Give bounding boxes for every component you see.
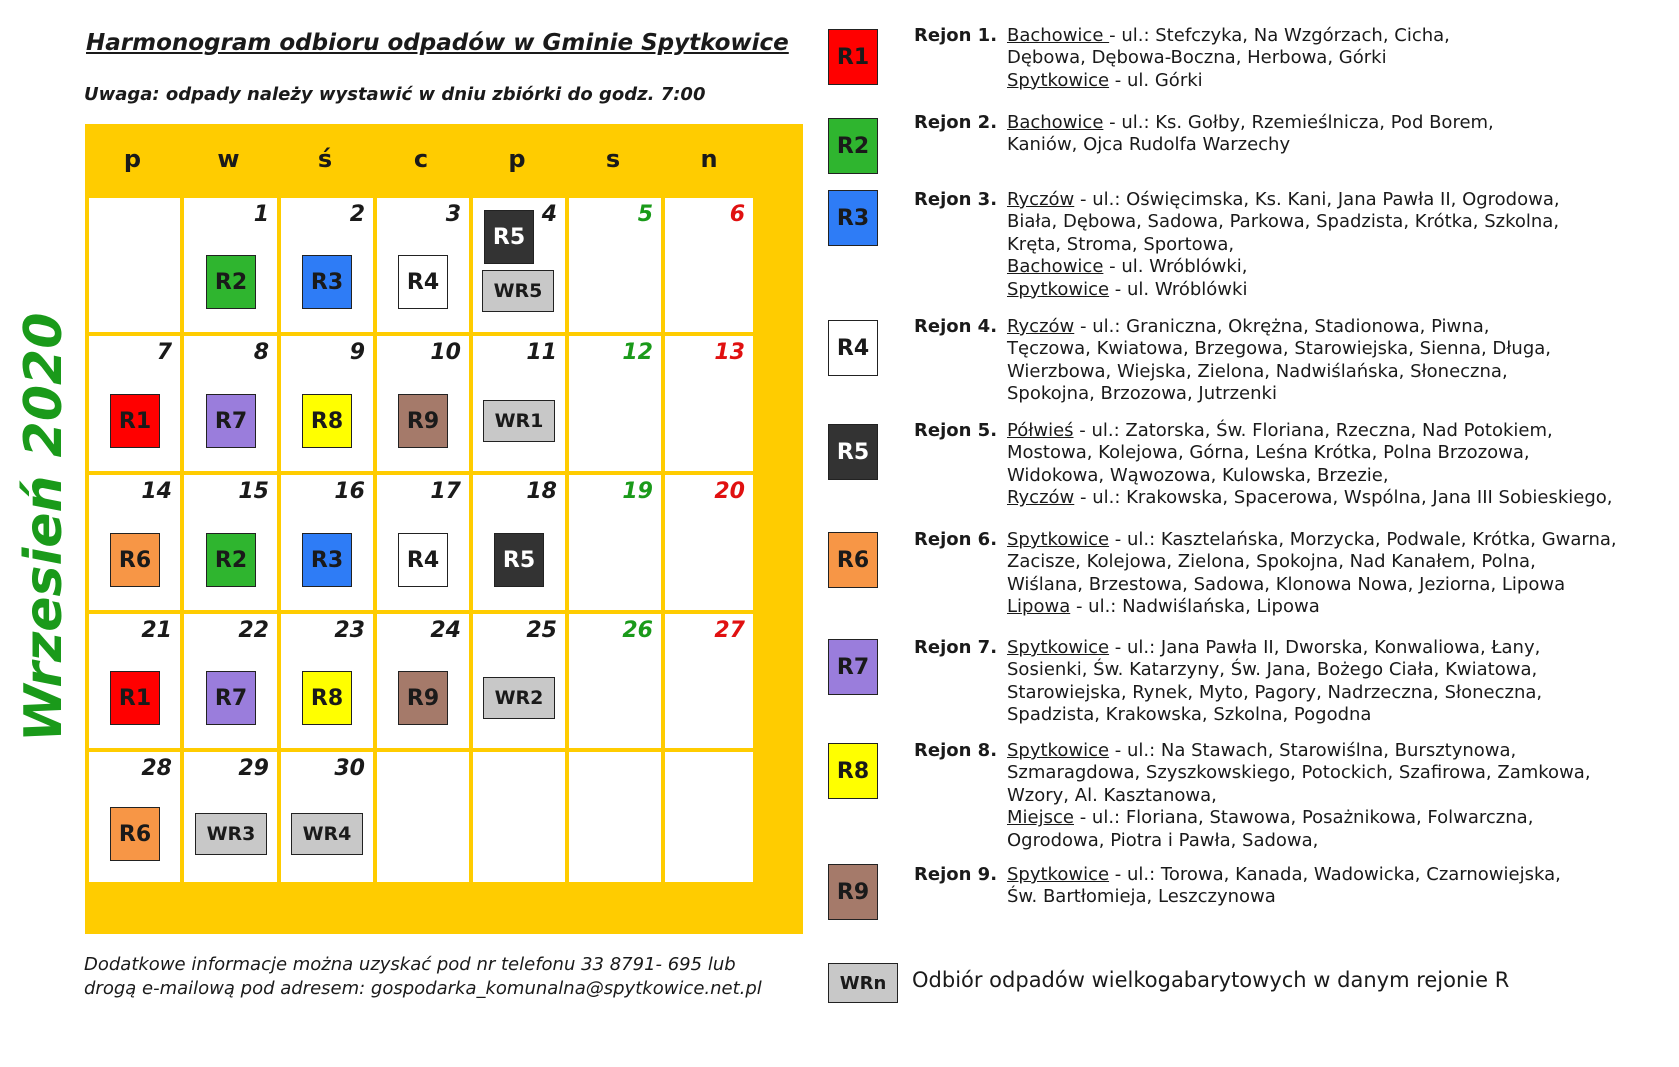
legend-locality: Półwieś [1007, 420, 1074, 441]
day-number: 20 [714, 479, 745, 504]
legend-line [914, 383, 1551, 405]
collection-badge-r7: R7 [206, 394, 256, 448]
legend-line [914, 704, 1542, 726]
legend-streets: - ul.: Floriana, Stawowa, Posażnikowa, Folwarczna, [1073, 807, 1534, 829]
legend-locality: Spytkowice [1007, 69, 1110, 91]
weekday-header: p [508, 145, 526, 173]
calendar-day-cell [569, 336, 661, 471]
legend-streets: Szmaragdowa, Szyszkowskiego, Potockich, Szafirowa, Zamkowa, [1007, 762, 1591, 784]
legend-region-label: Rejon 6. [914, 529, 998, 550]
day-number: 3 [445, 202, 461, 227]
legend-entry [914, 637, 1542, 727]
legend-entry [914, 112, 1494, 157]
legend-locality: Bachowice [1007, 25, 1110, 46]
legend-locality: Spytkowice [1007, 740, 1110, 761]
legend-streets: Wiślana, Brzestowa, Sadowa, Klonowa Nowa, Jeziorna, Lipowa [1007, 573, 1566, 595]
legend-line [914, 316, 1551, 338]
legend-line [914, 465, 1613, 487]
calendar-day-cell [665, 198, 753, 332]
legend-line [914, 596, 1617, 618]
legend-locality: Ryczów [1007, 487, 1075, 509]
day-number: 18 [526, 479, 557, 504]
day-number: 19 [622, 479, 653, 504]
legend-line [914, 361, 1551, 383]
day-number: 16 [334, 479, 365, 504]
day-number: 26 [622, 618, 653, 643]
weekday-header: p [123, 145, 142, 173]
day-number: 22 [238, 618, 269, 643]
collection-badge-wr1: WR1 [483, 400, 555, 442]
legend-streets: Tęczowa, Kwiatowa, Brzegowa, Starowiejska, Sienna, Długa, [1007, 338, 1551, 360]
legend-line [914, 70, 1450, 92]
calendar-day-cell [281, 614, 373, 748]
legend-region-label: Rejon 1. [914, 25, 998, 46]
legend-streets: - ul.: Torowa, Kanada, Wadowicka, Czarnowiejska, [1109, 864, 1561, 885]
legend-streets: - ul.: Oświęcimska, Ks. Kani, Jana Pawła II, Ogrodowa, [1074, 189, 1560, 210]
legend-region-label: Rejon 9. [914, 864, 998, 885]
legend-region-label: Rejon 5. [914, 420, 998, 441]
calendar-day-cell [569, 475, 661, 610]
calendar-day-cell [377, 475, 469, 610]
collection-badge-r5: R5 [484, 210, 534, 264]
calendar-day-cell [281, 198, 373, 332]
calendar-day-cell [473, 336, 565, 471]
collection-badge-wr4: WR4 [291, 813, 363, 855]
legend-streets: - ul.: Na Stawach, Starowiślna, Bursztynowa, [1109, 740, 1517, 761]
day-number: 29 [238, 756, 269, 781]
legend-line [914, 807, 1591, 829]
calendar-day-cell [569, 752, 661, 882]
legend-badge-r8: R8 [828, 743, 878, 799]
legend-line [914, 234, 1560, 256]
legend-entry [914, 25, 1450, 92]
legend-line [914, 256, 1560, 278]
legend-badge-r3: R3 [828, 190, 878, 246]
legend-badge-r2: R2 [828, 118, 878, 174]
day-number: 14 [141, 479, 172, 504]
legend-streets: Biała, Dębowa, Sadowa, Parkowa, Spadzista, Krótka, Szkolna, [1007, 211, 1560, 233]
calendar-day-cell [89, 198, 180, 332]
legend-locality: Spytkowice [1007, 864, 1110, 885]
footer-line-2: drogą e-mailową pod adresem: gospodarka_komunalna@spytkowice.net.pl [84, 978, 762, 999]
calendar-day-cell [184, 198, 277, 332]
calendar-day-cell [473, 198, 565, 332]
calendar-day-cell [281, 475, 373, 610]
calendar-day-cell [184, 614, 277, 748]
collection-badge-r8: R8 [302, 394, 352, 448]
collection-badge-r1: R1 [110, 671, 160, 725]
legend-streets: - ul.: Graniczna, Okrężna, Stadionowa, Piwna, [1074, 316, 1490, 337]
legend-streets: Sosienki, Św. Katarzyny, Św. Jana, Bożego Ciała, Kwiatowa, [1007, 659, 1538, 681]
legend-region-label: Rejon 8. [914, 740, 998, 761]
calendar-day-cell [281, 752, 373, 882]
weekday-header: ś [317, 145, 333, 173]
footer-line-1: Dodatkowe informacje można uzyskać pod nr telefonu 33 8791- 695 lub [84, 954, 736, 975]
legend-streets: - ul.: Jana Pawła II, Dworska, Konwaliowa, Łany, [1109, 637, 1541, 658]
legend-line [914, 864, 1561, 886]
legend-streets: - ul.: Ks. Gołby, Rzemieślnicza, Pod Borem, [1103, 112, 1494, 133]
day-number: 4 [541, 202, 557, 227]
calendar-day-cell [89, 614, 180, 748]
day-number: 24 [430, 618, 461, 643]
collection-badge-r1: R1 [110, 394, 160, 448]
day-number: 28 [141, 756, 172, 781]
legend-line [914, 338, 1551, 360]
legend-streets: - ul.: Kasztelańska, Morzycka, Podwale, Krótka, Gwarna, [1109, 529, 1617, 550]
legend-region-label: Rejon 4. [914, 316, 998, 337]
legend-streets: Ogrodowa, Piotra i Pawła, Sadowa, [1007, 829, 1319, 851]
collection-badge-r2: R2 [206, 533, 256, 587]
day-number: 21 [141, 618, 172, 643]
calendar-day-cell [569, 614, 661, 748]
legend-entry [914, 316, 1551, 406]
legend-line [914, 762, 1591, 784]
legend-streets: - ul.: Zatorska, Św. Floriana, Rzeczna, Nad Potokiem, [1073, 420, 1553, 441]
page-title: Harmonogram odbioru odpadów w Gminie Spytkowice [86, 30, 789, 56]
legend-line [914, 25, 1450, 47]
weekday-header: n [700, 145, 718, 173]
legend-entry [914, 420, 1613, 510]
legend-streets: Widokowa, Wąwozowa, Kulowska, Brzezie, [1007, 464, 1389, 486]
calendar-day-cell [184, 475, 277, 610]
collection-badge-r4: R4 [398, 533, 448, 587]
legend-line [914, 830, 1591, 852]
legend-locality: Ryczów [1007, 189, 1075, 210]
legend-badge-r5: R5 [828, 424, 878, 480]
calendar-day-cell [184, 336, 277, 471]
collection-badge-wr2: WR2 [483, 677, 555, 719]
collection-note: Uwaga: odpady należy wystawić w dniu zbiórki do godz. 7:00 [84, 84, 706, 105]
legend-streets: - ul. Wróblówki [1109, 278, 1248, 300]
collection-badge-r6: R6 [110, 533, 160, 587]
legend-streets: Spokojna, Brzozowa, Jutrzenki [1007, 383, 1277, 405]
collection-badge-r6: R6 [110, 807, 160, 861]
day-number: 6 [729, 202, 745, 227]
day-number: 12 [622, 340, 653, 365]
legend-region-label: Rejon 3. [914, 189, 998, 210]
day-number: 11 [526, 340, 557, 365]
weekday-header: c [413, 145, 429, 173]
collection-badge-r3: R3 [302, 533, 352, 587]
legend-line [914, 487, 1613, 509]
legend-line [914, 886, 1561, 908]
legend-locality: Bachowice [1007, 112, 1104, 133]
legend-streets: - ul.: Nadwiślańska, Lipowa [1070, 596, 1320, 618]
day-number: 27 [714, 618, 745, 643]
legend-line [914, 785, 1591, 807]
collection-badge-r4: R4 [398, 255, 448, 309]
calendar-day-cell [89, 475, 180, 610]
footer-info [84, 953, 762, 1001]
legend-streets: Spadzista, Krakowska, Szkolna, Pogodna [1007, 704, 1372, 726]
day-number: 8 [253, 340, 269, 365]
legend-line [914, 420, 1613, 442]
legend-region-label: Rejon 2. [914, 112, 998, 133]
legend-badge-r1: R1 [828, 29, 878, 85]
legend-badge-r6: R6 [828, 532, 878, 588]
legend-streets: Wierzbowa, Wiejska, Zielona, Nadwiślańska, Słoneczna, [1007, 360, 1508, 382]
legend-badge-r4: R4 [828, 320, 878, 376]
day-number: 1 [253, 202, 269, 227]
collection-badge-wr3: WR3 [195, 813, 267, 855]
collection-badge-r7: R7 [206, 671, 256, 725]
collection-badge-r5: R5 [494, 533, 544, 587]
collection-badge-wr5: WR5 [482, 270, 554, 312]
day-number: 7 [156, 340, 172, 365]
collection-badge-r3: R3 [302, 255, 352, 309]
collection-badge-r9: R9 [398, 394, 448, 448]
day-number: 30 [334, 756, 365, 781]
day-number: 9 [349, 340, 365, 365]
weekday-header: w [217, 145, 240, 173]
legend-locality: Spytkowice [1007, 529, 1110, 550]
wr-legend-badge: WRn [828, 963, 898, 1003]
calendar-day-cell [89, 752, 180, 882]
legend-line [914, 574, 1617, 596]
calendar-day-cell [665, 752, 753, 882]
legend-line [914, 112, 1494, 134]
weekday-header: s [605, 145, 621, 173]
calendar-day-cell [377, 614, 469, 748]
collection-badge-r8: R8 [302, 671, 352, 725]
day-number: 25 [526, 618, 557, 643]
legend-streets: Zacisze, Kolejowa, Zielona, Spokojna, Nad Kanałem, Polna, [1007, 551, 1536, 573]
legend-streets: - ul. Wróblówki, [1103, 256, 1248, 278]
legend-line [914, 529, 1617, 551]
calendar-day-cell [184, 752, 277, 882]
legend-streets: Dębowa, Dębowa-Boczna, Herbowa, Górki [1007, 47, 1387, 69]
calendar-day-cell [665, 614, 753, 748]
day-number: 10 [430, 340, 461, 365]
legend-streets: - ul.: Krakowska, Spacerowa, Wspólna, Jana III Sobieskiego, [1074, 487, 1613, 509]
calendar-day-cell [473, 752, 565, 882]
day-number: 17 [430, 479, 461, 504]
legend-entry [914, 529, 1617, 619]
legend-streets: Starowiejska, Rynek, Myto, Pagory, Nadrzeczna, Słoneczna, [1007, 681, 1543, 703]
legend-entry [914, 864, 1561, 909]
legend-line [914, 659, 1542, 681]
legend-streets: - ul. Górki [1109, 69, 1203, 91]
day-number: 2 [349, 202, 365, 227]
collection-badge-r9: R9 [398, 671, 448, 725]
legend-streets: Wzory, Al. Kasztanowa, [1007, 784, 1217, 806]
legend-streets: Mostowa, Kolejowa, Górna, Leśna Krótka, Polna Brzozowa, [1007, 442, 1530, 464]
day-number: 15 [238, 479, 269, 504]
legend-line [914, 134, 1494, 156]
day-number: 5 [637, 202, 653, 227]
legend-entry [914, 189, 1560, 301]
legend-locality: Spytkowice [1007, 278, 1110, 300]
legend-locality: Ryczów [1007, 316, 1075, 337]
legend-streets: Kaniów, Ojca Rudolfa Warzechy [1007, 134, 1291, 156]
legend-locality: Bachowice [1007, 256, 1104, 278]
legend-line [914, 211, 1560, 233]
collection-badge-r2: R2 [206, 255, 256, 309]
calendar-grid [85, 124, 803, 934]
legend-region-label: Rejon 7. [914, 637, 998, 658]
legend-badge-r9: R9 [828, 864, 878, 920]
legend-entry [914, 740, 1591, 852]
calendar-day-cell [377, 336, 469, 471]
calendar-day-cell [665, 336, 753, 471]
calendar-day-cell [377, 752, 469, 882]
legend-locality: Lipowa [1007, 596, 1071, 618]
legend-streets: - ul.: Stefczyka, Na Wzgórzach, Cicha, [1109, 25, 1450, 46]
legend-line [914, 47, 1450, 69]
legend-line [914, 682, 1542, 704]
legend-locality: Spytkowice [1007, 637, 1110, 658]
month-label: Wrzesień 2020 [14, 312, 74, 742]
calendar-day-cell [473, 475, 565, 610]
legend-line [914, 551, 1617, 573]
calendar-day-cell [281, 336, 373, 471]
legend-line [914, 740, 1591, 762]
calendar-day-cell [569, 198, 661, 332]
calendar-day-cell [473, 614, 565, 748]
legend-line [914, 637, 1542, 659]
legend-line [914, 279, 1560, 301]
day-number: 23 [334, 618, 365, 643]
legend-streets: Św. Bartłomieja, Leszczynowa [1007, 886, 1276, 908]
day-number: 13 [714, 340, 745, 365]
wr-legend-text: Odbiór odpadów wielkogabarytowych w danym rejonie R [912, 968, 1510, 992]
legend-line [914, 189, 1560, 211]
calendar-day-cell [89, 336, 180, 471]
legend-locality: Miejsce [1007, 807, 1074, 829]
calendar-day-cell [665, 475, 753, 610]
legend-line [914, 442, 1613, 464]
legend-streets: Kręta, Stroma, Sportowa, [1007, 233, 1235, 255]
calendar-day-cell [377, 198, 469, 332]
legend-badge-r7: R7 [828, 639, 878, 695]
